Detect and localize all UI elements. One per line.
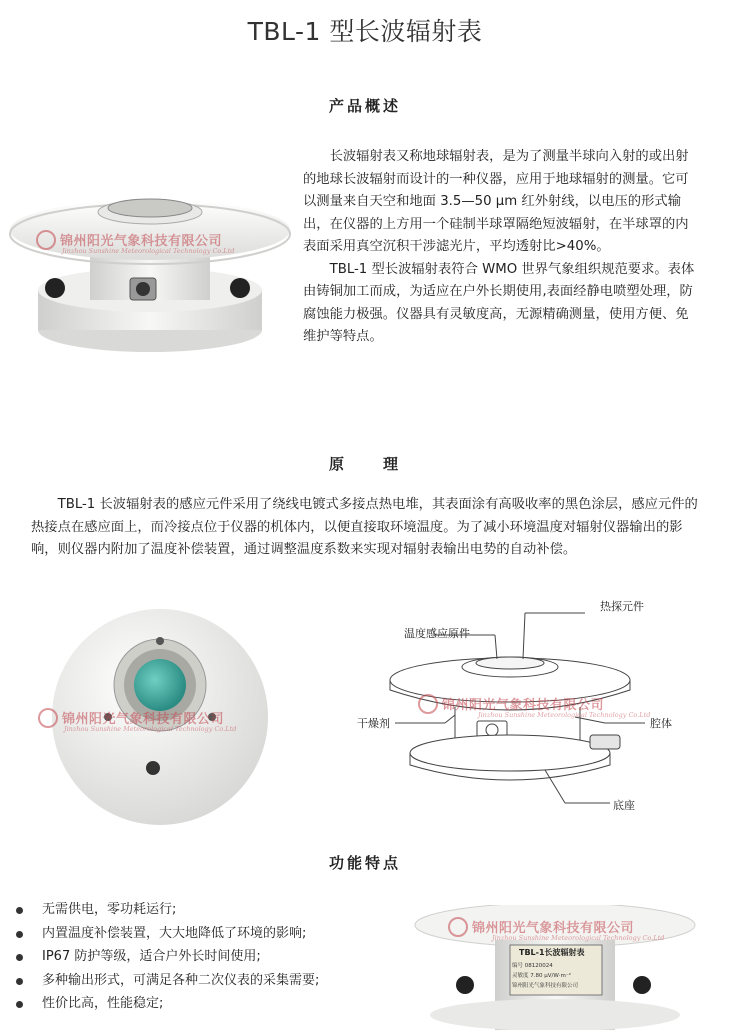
product-photo-side xyxy=(0,190,300,370)
watermark-company-en: Jinzhou Sunshine Meteorological Technology Co.Ltd xyxy=(62,247,235,255)
page-title: TBL-1 型长波辐射表 xyxy=(247,17,483,46)
overview-text xyxy=(303,146,695,349)
watermark-company-en-4: Jinzhou Sunshine Meteorological Technology Co.Ltd xyxy=(492,934,665,942)
overview-heading: 产品概述 xyxy=(328,97,401,115)
principle-heading: 原 理 xyxy=(328,455,401,473)
watermark-company-3: 锦州阳光气象科技有限公司 xyxy=(442,698,605,713)
features-heading: 功能特点 xyxy=(328,854,401,872)
watermark-company: 锦州阳光气象科技有限公司 xyxy=(60,234,223,249)
feature-item: 内置温度补偿装置，大大地降低了环境的影响; xyxy=(12,922,402,946)
feature-item: IP67 防护等级，适合户外长时间使用; xyxy=(12,945,402,969)
label-cavity: 腔体 xyxy=(650,717,672,730)
overview-paragraph-1: 长波辐射表又称地球辐射表，是为了测量半球向入射的或出射的地球长波辐射而设计的一种仪器，应用于地球辐射的测量。它可以测量来自天空和地面 3.5—50 μm 红外射线，以电压的形式输出，在仪器的上方用一个硅制半球罩隔绝短波辐射，在半球罩的内表面采用真空沉积干涉滤光片，平均透射比>40%。 xyxy=(303,149,689,254)
instrument-side-illustration xyxy=(0,190,300,370)
nameplate-title: TBL-1长波辐射表 xyxy=(519,948,585,957)
watermark-logo-icon xyxy=(36,230,56,250)
feature-item: 无需供电，零功耗运行; xyxy=(12,898,402,922)
nameplate-line1: 编号 08120024 xyxy=(512,963,553,969)
watermark-company-en-2: Jinzhou Sunshine Meteorological Technology Co.Ltd xyxy=(64,725,237,733)
feature-item: 性价比高，性能稳定; xyxy=(12,992,402,1016)
watermark-company-2: 锦州阳光气象科技有限公司 xyxy=(62,712,225,727)
label-desiccant: 干燥剂 xyxy=(357,717,390,730)
principle-paragraph: TBL-1 长波辐射表的感应元件采用了绕线电镀式多接点热电堆，其表面涂有高吸收率的黑色涂层，感应元件的热接点在感应面上，而冷接点位于仪器的机体内，以便直接取环境温度。为了减小环境温度对辐射仪器输出的影响，则仪器内附加了温度补偿装置，通过调整温度系数来实现对辐射表输出电势的自动补偿。 xyxy=(31,497,698,557)
watermark-logo-icon-2 xyxy=(38,708,58,728)
watermark-logo-icon-4 xyxy=(448,917,468,937)
label-temp-sensor: 温度感应原件 xyxy=(404,627,470,640)
feature-item: 多种输出形式，可满足各种二次仪表的采集需要; xyxy=(12,969,402,993)
nameplate-line3: 锦州阳光气象科技有限公司 xyxy=(512,983,579,989)
watermark-company-4: 锦州阳光气象科技有限公司 xyxy=(472,921,635,936)
watermark-logo-icon-3 xyxy=(418,694,438,714)
label-thermal-element: 热探元件 xyxy=(600,600,644,613)
features-list xyxy=(12,898,402,1016)
principle-text xyxy=(31,494,701,562)
watermark-company-en-3: Jinzhou Sunshine Meteorological Technology Co.Ltd xyxy=(478,711,651,719)
nameplate-line2: 灵敏度 7.80 μV/W·m⁻² xyxy=(512,973,572,979)
label-base: 底座 xyxy=(613,799,635,812)
overview-paragraph-2: TBL-1 型长波辐射表符合 WMO 世界气象组织规范要求。表体由铸铜加工而成，为适应在户外长期使用,表面经静电喷塑处理，防腐蚀能力极强。仪器具有灵敏度高，无源精确测量，使用方便、免维护等特点。 xyxy=(303,261,695,344)
